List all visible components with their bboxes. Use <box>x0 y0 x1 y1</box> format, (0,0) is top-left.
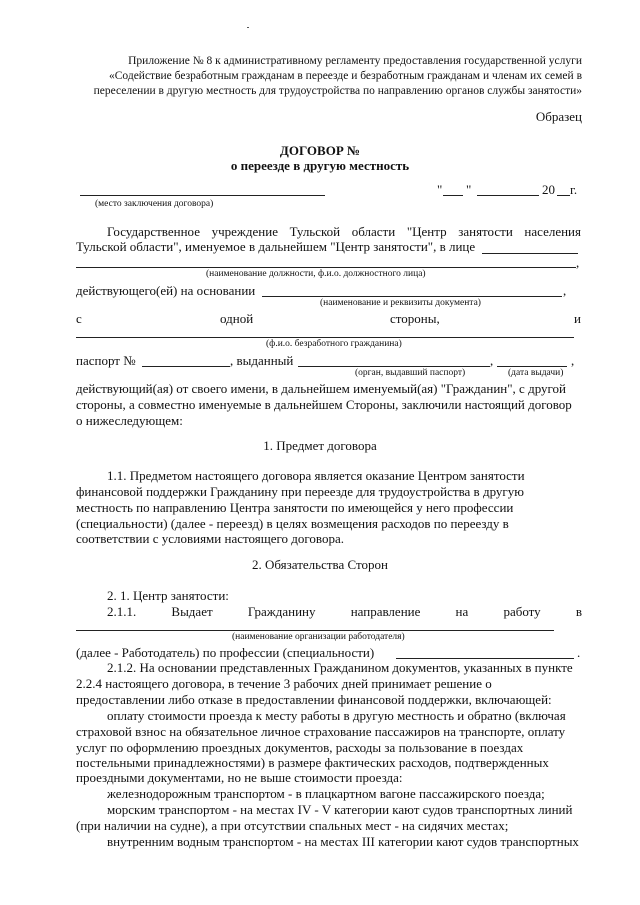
date-quote-close: " <box>466 182 472 197</box>
payment-line-3: услуг по оформлению проездных документов, расходы за пользование в поездах <box>76 740 524 755</box>
section-2-1-2-line-1: 2.1.2. На основании представленных Гражданином документов, указанных в пункте <box>107 660 573 675</box>
official-line-b <box>76 267 576 268</box>
passport-number-line <box>142 366 230 367</box>
payment-line-2: страховой взнос на обязательное личное страхование пассажиров на транспорте, оплату <box>76 724 566 739</box>
sea-transport-line-1: морским транспортом - на местах IV - V категории кают судов транспортных линий <box>107 802 573 817</box>
word-in: в <box>575 604 582 619</box>
profession-line <box>396 658 574 659</box>
payment-line-5: проездными документами, но не выше стоимости проезда: <box>76 770 403 785</box>
side-and: и <box>574 311 581 326</box>
date-day-line <box>443 195 463 196</box>
date-year-prefix: 20 <box>542 182 555 197</box>
issuer-comma: , <box>490 353 494 368</box>
side-one: одной <box>220 311 254 326</box>
issue-date-line <box>497 366 567 367</box>
side-parties: стороны, <box>390 311 440 326</box>
date-caption: (дата выдачи) <box>508 368 564 378</box>
word-work: работу <box>503 604 541 619</box>
word-referral: направление <box>350 604 421 619</box>
payment-line-4: постельными принадлежностями) в размере фактических расходов, подтвержденных <box>76 755 549 770</box>
sea-transport-line-2: (при наличии на судне), а при отсутствии спальных мест - на сидячих местах; <box>76 818 509 833</box>
employer-caption: (наименование организации работодателя) <box>232 632 405 642</box>
intro-line-1: Государственное учреждение Тульской области "Центр занятости населения <box>107 224 581 239</box>
issuer-caption: (орган, выдавший паспорт) <box>355 368 466 378</box>
profession-period: . <box>577 645 581 660</box>
sample-label: Образец <box>535 109 582 124</box>
contract-title: ДОГОВОР № <box>279 143 361 158</box>
place-field-line <box>80 195 325 196</box>
contract-subtitle: о переезде в другую местность <box>230 158 410 173</box>
date-quote-open: " <box>437 182 443 197</box>
basis-label: действующего(ей) на основании <box>76 283 256 298</box>
passport-label: паспорт № <box>76 353 136 368</box>
header-line-2: «Содействие безработным гражданам в переезде и безработным гражданам и членам их семей в <box>109 70 582 82</box>
section-2-title: 2. Обязательства Сторон <box>252 557 388 572</box>
document-caption: (наименование и реквизиты документа) <box>320 298 481 308</box>
section-2-1-1-line <box>107 604 582 620</box>
word-2-1-1: 2.1.1. <box>107 604 137 619</box>
basis-comma: , <box>563 283 567 298</box>
word-citizen: Гражданину <box>247 604 316 619</box>
section-1-line-2: финансовой поддержки Гражданину при переезде для трудоустройства в другую <box>76 484 524 499</box>
citizen-name-line <box>76 337 574 338</box>
intro-line-last-2: стороны, а совместно именуемые в дальнейшем Стороны, заключили настоящий договор <box>76 397 572 412</box>
section-2-1-2-line-2: 2.2.4 настоящего договора, в течение 3 рабочих дней принимает решение о <box>76 676 492 691</box>
date-month-line <box>477 195 539 196</box>
intro-line-last-3: о нижеследующем: <box>76 413 183 428</box>
section-1-line-5: соответствии с условиями настоящего договора. <box>76 531 344 546</box>
header-line-1: Приложение № 8 к административному регламенту предоставления государственной услуги <box>128 55 582 67</box>
section-1-title: 1. Предмет договора <box>263 438 377 453</box>
issued-label: , выданный <box>230 353 294 368</box>
rail-transport-line: железнодорожным транспортом - в плацкартном вагоне пассажирского поезда; <box>107 786 545 801</box>
side-c: с <box>76 311 82 326</box>
section-1-line-3: местность по направлению Центра занятости по имеющейся у него профессии <box>76 500 514 515</box>
citizen-caption: (ф.и.о. безработного гражданина) <box>266 339 402 349</box>
date-year-suffix: г. <box>570 182 578 197</box>
official-line-a <box>482 253 578 254</box>
date-year-line <box>557 195 570 196</box>
issue-date-comma: , <box>571 353 575 368</box>
intro-line-2: Тульской области", именуемое в дальнейшем "Центр занятости", в лице <box>76 239 476 254</box>
section-1-line-1: 1.1. Предметом настоящего договора является оказание Центром занятости <box>107 468 525 483</box>
payment-line-1: оплату стоимости проезда к месту работы в другую местность и обратно (включая <box>107 708 566 723</box>
word-issues: Выдает <box>171 604 213 619</box>
header-line-3: переселении в другую местность для трудоустройства по направлению органов службы занятости» <box>93 85 582 97</box>
issuer-line <box>298 366 490 367</box>
official-comma: , <box>576 255 580 270</box>
official-caption: (наименование должности, ф.и.о. должностного лица) <box>206 269 426 279</box>
intro-line-last-1: действующий(ая) от своего имени, в дальнейшем именуемый(ая) "Гражданин", с другой <box>76 381 566 396</box>
place-caption: (место заключения договора) <box>95 199 214 209</box>
employer-profession-text: (далее - Работодатель) по профессии (специальности) <box>76 645 375 660</box>
section-2-1-2-line-3: предоставлении либо отказе в предоставлении финансовой поддержки, включающей: <box>76 692 552 707</box>
employer-name-line <box>76 630 554 631</box>
scan-speck <box>247 27 249 28</box>
word-to: на <box>455 604 469 619</box>
basis-document-line <box>262 296 562 297</box>
section-1-line-4: (специальности) (далее - переезд) в целях возмещения расходов по переезду в <box>76 516 509 531</box>
section-2-1-heading: 2. 1. Центр занятости: <box>107 588 229 603</box>
river-transport-line-1: внутренним водным транспортом - на местах III категории кают судов транспортных <box>107 834 579 849</box>
